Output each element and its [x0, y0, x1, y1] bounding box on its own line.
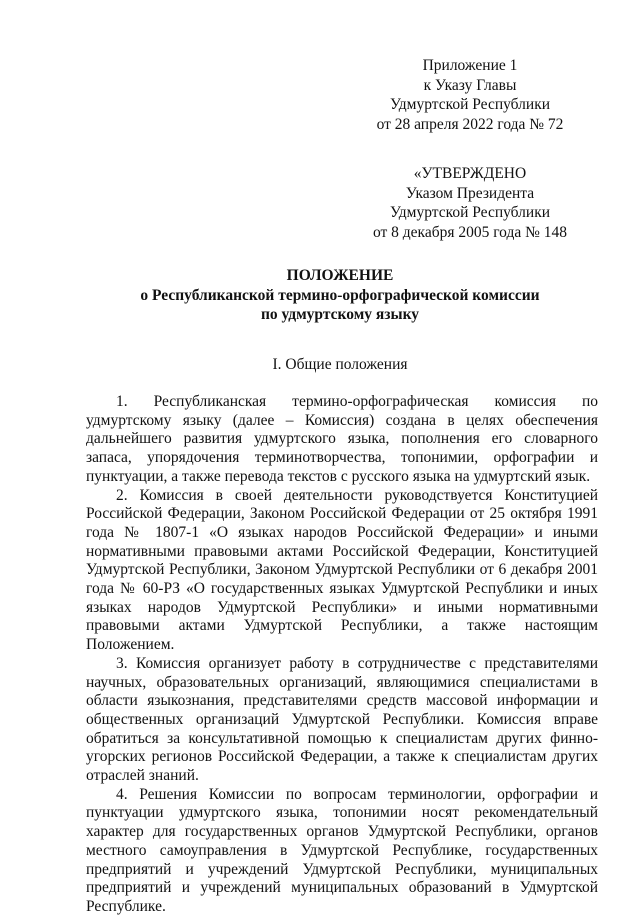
paragraph: 4. Решения Комиссии по вопросам терминологии, орфографии и пунктуации удмуртского языка, топонимии носят рекомендательный характер для государственных органов Удмуртской Республики, органов местного самоуправления в Удмуртской Республике, государственных предприятий и учреждений Удмуртской Республики, муниципальных предприятий и учреждений муниципальных образований в Удмуртской Республике.: [86, 785, 598, 915]
title-line: о Республиканской термино-орфографической комиссии: [140, 286, 540, 304]
title-line: по удмуртскому языку: [260, 306, 420, 323]
appendix-line: Удмуртской Республики: [389, 96, 551, 113]
approval-line: Удмуртской Республики: [389, 204, 551, 221]
paragraph: 2. Комиссия в своей деятельности руководствуется Конституцией Российской Федерации, Законом Российской Федерации от 25 октября 1991 года № 1807-1 «О языках народов Российской Федерации» и иными нормативными правовыми актами Российской Федерации, Конституцией Удмуртской Республики, Законом Удмуртской Республики от 6 декабря 2001 года № 60-РЗ «О государственных языках Удмуртской Республики и иных языках народов Удмуртской Республики» и иными нормативными правовыми актами Удмуртской Республики, а также настоящим Положением.: [86, 486, 598, 654]
document-title: [80, 266, 600, 325]
appendix-line: к Указу Главы: [423, 76, 517, 94]
approval-stamp-block: [360, 164, 580, 242]
document-body: [86, 393, 598, 917]
approval-line: «УТВЕРЖДЕНО: [413, 165, 527, 182]
appendix-line: от 28 апреля 2022 года № 72: [376, 115, 564, 133]
title-line: ПОЛОЖЕНИЕ: [286, 267, 394, 284]
approval-line: от 8 декабря 2005 года № 148: [372, 223, 568, 241]
paragraph: 1. Республиканская термино-орфографическая комиссия по удмуртскому языку (далее – Комиссия) создана в целях обеспечения дальнейшего развития удмуртского языка, пополнения его словарного запаса, упорядочения терминотворчества, топонимии, орфографии и пунктуации, а также перевода текстов с русского языка на удмуртский язык.: [86, 393, 598, 485]
section-heading: I. Общие положения: [272, 356, 408, 373]
approval-line: Указом Президента: [405, 184, 535, 202]
paragraph: 3. Комиссия организует работу в сотрудничестве с представителями научных, образовательных организаций, являющимися специалистами в области языкознания, представителями средств массовой информации и общественных организаций Удмуртской Республики. Комиссия вправе обратиться за консультативной помощью к специалистам других финно-угорских регионов Российской Федерации, а также к специалистам других отраслей знаний.: [86, 654, 598, 785]
appendix-line: Приложение 1: [422, 57, 518, 74]
appendix-reference: [360, 56, 580, 134]
